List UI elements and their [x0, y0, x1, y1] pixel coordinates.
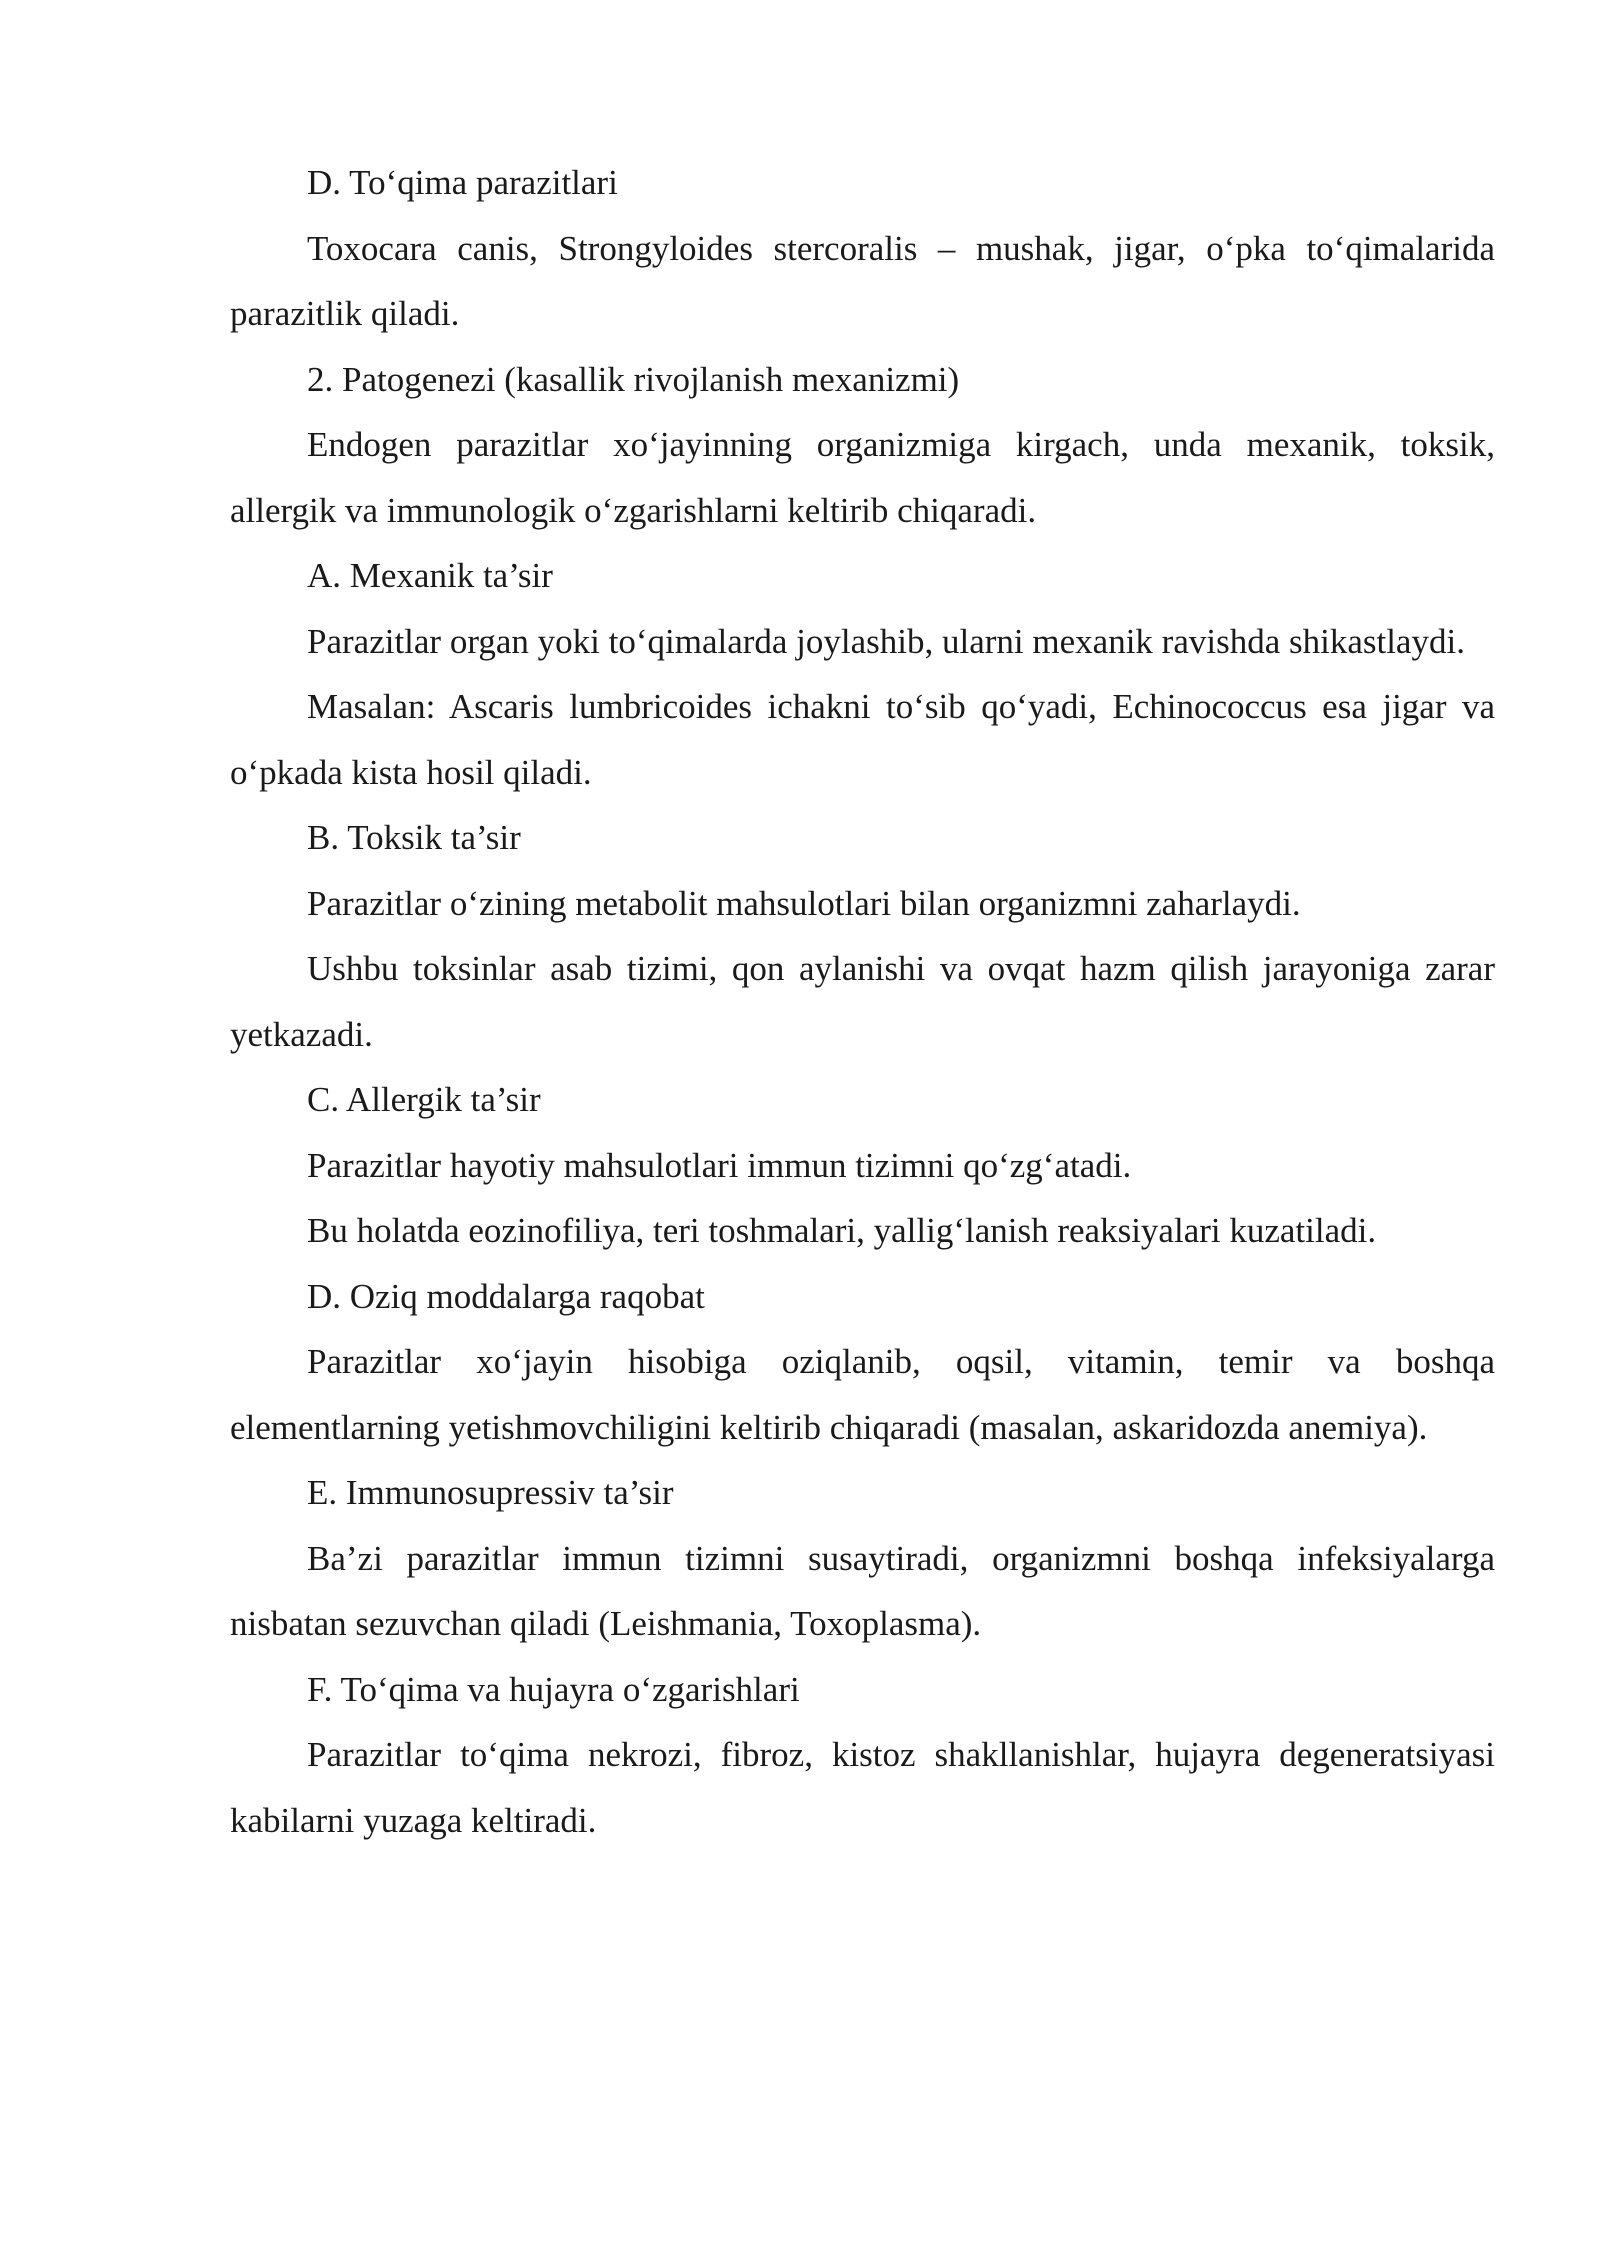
paragraph-immunosuppressive-effect: Ba’zi parazitlar immun tizimni susaytiradi, organizmni boshqa infeksiyalarga nisbatan sezuvchan qiladi (Leishmania, Toxoplasma). [230, 1538, 1495, 1643]
paragraph-allergic-symptoms: Bu holatda eozinofiliya, teri toshmalari, yallig‘lanish reaksiyalari kuzatiladi. [307, 1211, 1377, 1250]
subheading-tissue-parasites: D. To‘qima parazitlari [307, 163, 618, 202]
subheading-tissue-cell-changes: F. To‘qima va hujayra o‘zgarishlari [307, 1669, 800, 1709]
subheading-toxic-effect: B. Toksik ta’sir [307, 818, 521, 857]
subheading-mechanical-effect: A. Mexanik ta’sir [307, 556, 553, 595]
paragraph-tissue-cell-changes: Parazitlar to‘qima nekrozi, fibroz, kistoz shakllanishlar, hujayra degeneratsiyasi kabilarni yuzaga keltiradi. [230, 1735, 1495, 1840]
section-heading-pathogenesis: 2. Patogenezi (kasallik rivojlanish mexanizmi) [307, 359, 960, 399]
subheading-nutrient-competition: D. Oziq moddalarga raqobat [307, 1276, 705, 1316]
subheading-allergic-effect: C. Allergik ta’sir [307, 1080, 541, 1119]
paragraph-mechanical-example: Masalan: Ascaris lumbricoides ichakni to‘sib qo‘yadi, Echinococcus esa jigar va o‘pkada kista hosil qiladi. [230, 687, 1495, 792]
paragraph-toxic-effect: Parazitlar o‘zining metabolit mahsulotlari bilan organizmni zaharlaydi. [307, 883, 1301, 923]
paragraph-tissue-parasites-examples: Toxocara canis, Strongyloides stercoralis – mushak, jigar, o‘pka to‘qimalarida parazitlik qiladi. [230, 228, 1495, 333]
paragraph-nutrient-competition: Parazitlar xo‘jayin hisobiga oziqlanib, oqsil, vitamin, temir va boshqa elementlarning yetishmovchiligini keltirib chiqaradi (masalan, askaridozda anemiya). [230, 1342, 1495, 1447]
document-page [230, 150, 1495, 1853]
paragraph-mechanical-effect: Parazitlar organ yoki to‘qimalarda joylashib, ularni mexanik ravishda shikastlaydi. [307, 621, 1465, 661]
paragraph-toxins-impact: Ushbu toksinlar asab tizimi, qon aylanishi va ovqat hazm qilish jarayoniga zarar yetkazadi. [230, 949, 1495, 1054]
paragraph-allergic-effect: Parazitlar hayotiy mahsulotlari immun tizimni qo‘zg‘atadi. [307, 1145, 1132, 1185]
paragraph-pathogenesis-intro: Endogen parazitlar xo‘jayinning organizmiga kirgach, unda mexanik, toksik, allergik va immunologik o‘zgarishlarni keltirib chiqaradi. [230, 425, 1495, 530]
subheading-immunosuppressive-effect: E. Immunosupressiv ta’sir [307, 1473, 674, 1512]
